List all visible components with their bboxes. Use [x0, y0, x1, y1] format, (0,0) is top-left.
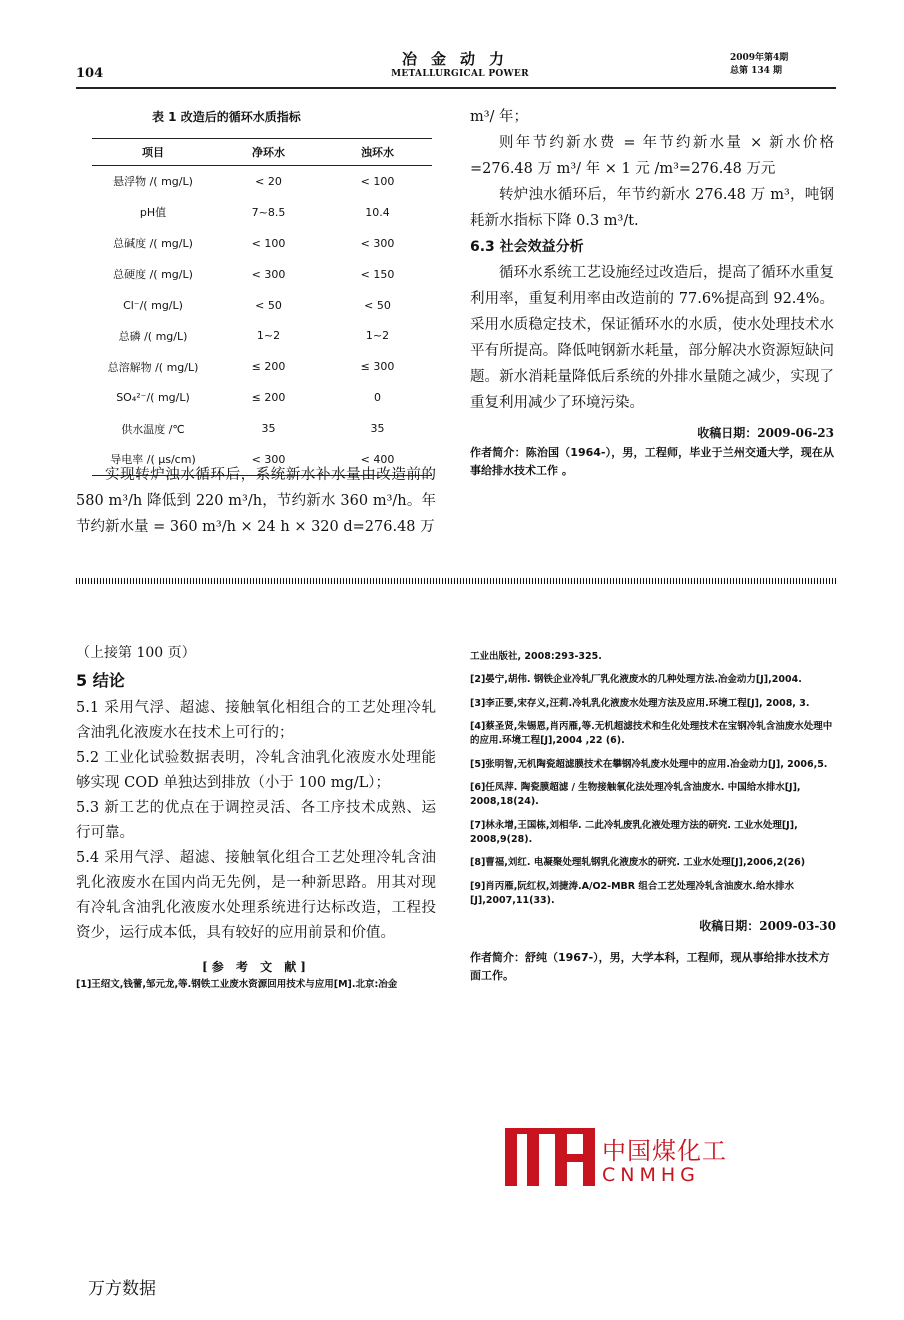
author-bio: 作者简介：舒纯（1967-），男，大学本科，工程师，现从事给排水技术方面工作。	[470, 950, 830, 982]
reference-entry: [3]李正要,宋存义,汪莉.冷轧乳化液废水处理方法及应用.环境工程[J], 2008, 3.	[470, 697, 810, 709]
table-cell: 7~8.5	[251, 205, 286, 219]
table-cell: < 400	[323, 444, 432, 475]
page-number: 104	[76, 66, 104, 81]
table-cell: ≤ 300	[360, 360, 395, 374]
logo-name-en: CNMHG	[602, 1164, 700, 1186]
table-row	[92, 228, 432, 259]
table-cell: ≤ 200	[251, 360, 286, 374]
table-cell: 35	[370, 422, 385, 436]
cost-savings-paragraph: 则年节约新水费 = 年节约新水量 × 新水价格 =276.48 万 m³/ 年 × 1 元 /m³=276.48 万元	[470, 135, 834, 177]
table-cell: < 150	[360, 267, 395, 281]
table-cell: 总硬度 /( mg/L)	[113, 268, 193, 282]
journal-title	[360, 48, 560, 79]
article-divider	[76, 578, 836, 584]
reference-entry: 工业出版社, 2008:293-325.	[470, 650, 602, 662]
table-cell: < 300	[214, 444, 323, 475]
unit-line: m³/ 年；	[470, 109, 529, 125]
table-cell: < 300	[251, 267, 286, 281]
reference-entry: [6]任凤萍. 陶瓷膜超滤 / 生物接触氧化法处理冷轧含油废水. 中国给水排水[J], 2008,18(24).	[470, 782, 801, 807]
conclusion-item: 5.3 新工艺的优点在于调控灵活、各工序技术成熟、运行可靠。	[76, 800, 436, 841]
table-row	[92, 259, 432, 290]
author-bio: 作者简介：陈治国（1964-），男，工程师，毕业于兰州交通大学，现在从事给排水技术工作 。	[470, 446, 834, 477]
table-cell: < 50	[364, 298, 391, 312]
table-cell: < 20	[255, 174, 282, 188]
table-caption: 表 1 改造后的循环水质指标	[152, 110, 301, 124]
table-cell: 悬浮物 /( mg/L)	[113, 175, 193, 189]
converter-savings-paragraph: 转炉浊水循环后，年节约新水 276.48 万 m³，吨钢耗新水指标下降 0.3 m³/t.	[470, 187, 834, 229]
table-cell: 总碱度 /( mg/L)	[113, 237, 193, 251]
continued-note: （上接第 100 页）	[76, 645, 196, 661]
table-cell: < 50	[255, 298, 282, 312]
received-date: 收稿日期：2009-06-23	[697, 426, 834, 440]
table-header-cell: 浊环水	[323, 139, 432, 166]
references-heading: [参 考 文 献]	[202, 960, 310, 974]
table-row	[92, 382, 432, 413]
table-header-row	[92, 139, 432, 166]
table-cell: 10.4	[365, 205, 390, 219]
table-cell: 总溶解物 /( mg/L)	[107, 360, 199, 374]
issue-year: 2009年第4期	[730, 53, 789, 63]
cnmhg-logo-icon	[505, 1128, 595, 1186]
reference-entry: [5]张明智,无机陶瓷超滤膜技术在攀钢冷轧废水处理中的应用.冶金动力[J], 2006,5.	[470, 758, 828, 770]
table-header-cell: 项目	[92, 139, 214, 166]
reference-entry: [2]晏宁,胡伟. 钢铁企业冷轧厂乳化液废水的几种处理方法.冶金动力[J],2004.	[470, 674, 802, 685]
table-cell: 总磷 /( mg/L)	[118, 329, 188, 343]
table-cell: 1~2	[365, 329, 390, 343]
received-date: 收稿日期：2009-03-30	[699, 918, 836, 933]
conclusion-item: 5.1 采用气浮、超滤、接触氧化相组合的工艺处理冷轧含油乳化液废水在技术上可行的；	[76, 700, 436, 741]
journal-title-en: METALLURGICAL POWER	[391, 69, 529, 79]
table-cell: 供水温度 /℃	[121, 422, 185, 436]
issue-total: 总第 134 期	[730, 66, 783, 76]
table-row	[92, 413, 432, 444]
table-row	[92, 351, 432, 382]
table-cell: 1~2	[256, 329, 281, 343]
table-row	[92, 290, 432, 321]
header-rule	[76, 87, 836, 89]
table-cell: SO₄²⁻/( mg/L)	[116, 391, 190, 405]
conclusion-item: 5.4 采用气浮、超滤、接触氧化组合工艺处理冷轧含油乳化液废水在国内尚无先例，是一种新思路。用其对现有冷轧含油乳化液废水处理系统进行达标改造，工程投资少，运行成本低，具有较好的应用前景和价值。	[76, 850, 436, 941]
table-row	[92, 166, 432, 197]
reference-entry: [1]王绍文,钱蕾,邹元龙,等.钢铁工业废水资源回用技术与应用[M].北京:冶金	[76, 979, 398, 990]
section-heading-6-3: 6.3 社会效益分析	[470, 239, 584, 255]
table-cell: 导电率 /( μs/cm)	[92, 444, 214, 475]
table-header-cell: 净环水	[214, 139, 323, 166]
issue-info	[730, 52, 788, 78]
conclusion-item: 5.2 工业化试验数据表明，冷轧含油乳化液废水处理能够实现 COD 单独达到排放（小于 100 mg/L）；	[76, 750, 436, 791]
right-upper-text	[470, 104, 834, 480]
footer-watermark: 万方数据	[88, 1279, 156, 1299]
section-heading-5: 5 结论	[76, 671, 125, 690]
table-cell: Cl⁻/( mg/L)	[123, 298, 183, 312]
reference-entry: [7]林永增,王国栋,刘相华. 二此冷轧废乳化液处理方法的研究. 工业水处理[J], 2008,9(28).	[470, 819, 798, 845]
table-cell: pH值	[139, 206, 167, 220]
journal-title-cn: 冶金动力	[401, 50, 518, 68]
reference-entry: [4]蔡圣贤,朱锡恩,肖丙雁,等.无机超滤技术和生化处理技术在宝钢冷轧含油废水处理中的应用.环境工程[J],2004 ,22 (6).	[470, 721, 833, 746]
lower-left-column	[76, 640, 436, 992]
table-cell: < 300	[360, 236, 395, 250]
table-cell: < 100	[251, 236, 286, 250]
logo-name-cn: 中国煤化工	[602, 1137, 727, 1165]
reference-entry: [9]肖丙雁,阮红权,刘捷涛.A/O2-MBR 组合工艺处理冷轧含油废水.给水排水[J],2007,11(33).	[470, 880, 794, 906]
lower-right-column	[470, 640, 836, 996]
table-cell: ≤ 200	[251, 391, 286, 405]
left-upper-text	[76, 462, 436, 540]
water-quality-table	[92, 138, 432, 476]
table-cell: 35	[261, 422, 276, 436]
water-savings-paragraph: 实现转炉浊水循环后，系统新水补水量由改造前的580 m³/h 降低到 220 m³/h，节约新水 360 m³/h。年节约新水量 = 360 m³/h × 24 h × 320 d=276.48 万	[76, 467, 436, 535]
table-cell: 0	[374, 391, 381, 405]
table-cell: < 100	[360, 174, 395, 188]
table-row	[92, 197, 432, 228]
social-benefit-paragraph: 循环水系统工艺设施经过改造后，提高了循环水重复利用率，重复利用率由改造前的 77.6%提高到 92.4%。采用水质稳定技术，保证循环水的水质，使水处理技术水平有所提高。降低吨钢新水耗量，部分解决水资源短缺问题。新水消耗量降低后系统的外排水量随之减少，实现了重复利用减少了环境污染。	[470, 265, 834, 411]
table-row	[92, 320, 432, 351]
reference-entry: [8]曹福,刘红. 电凝聚处理轧钢乳化液废水的研究. 工业水处理[J],2006,2(26)	[470, 857, 806, 868]
